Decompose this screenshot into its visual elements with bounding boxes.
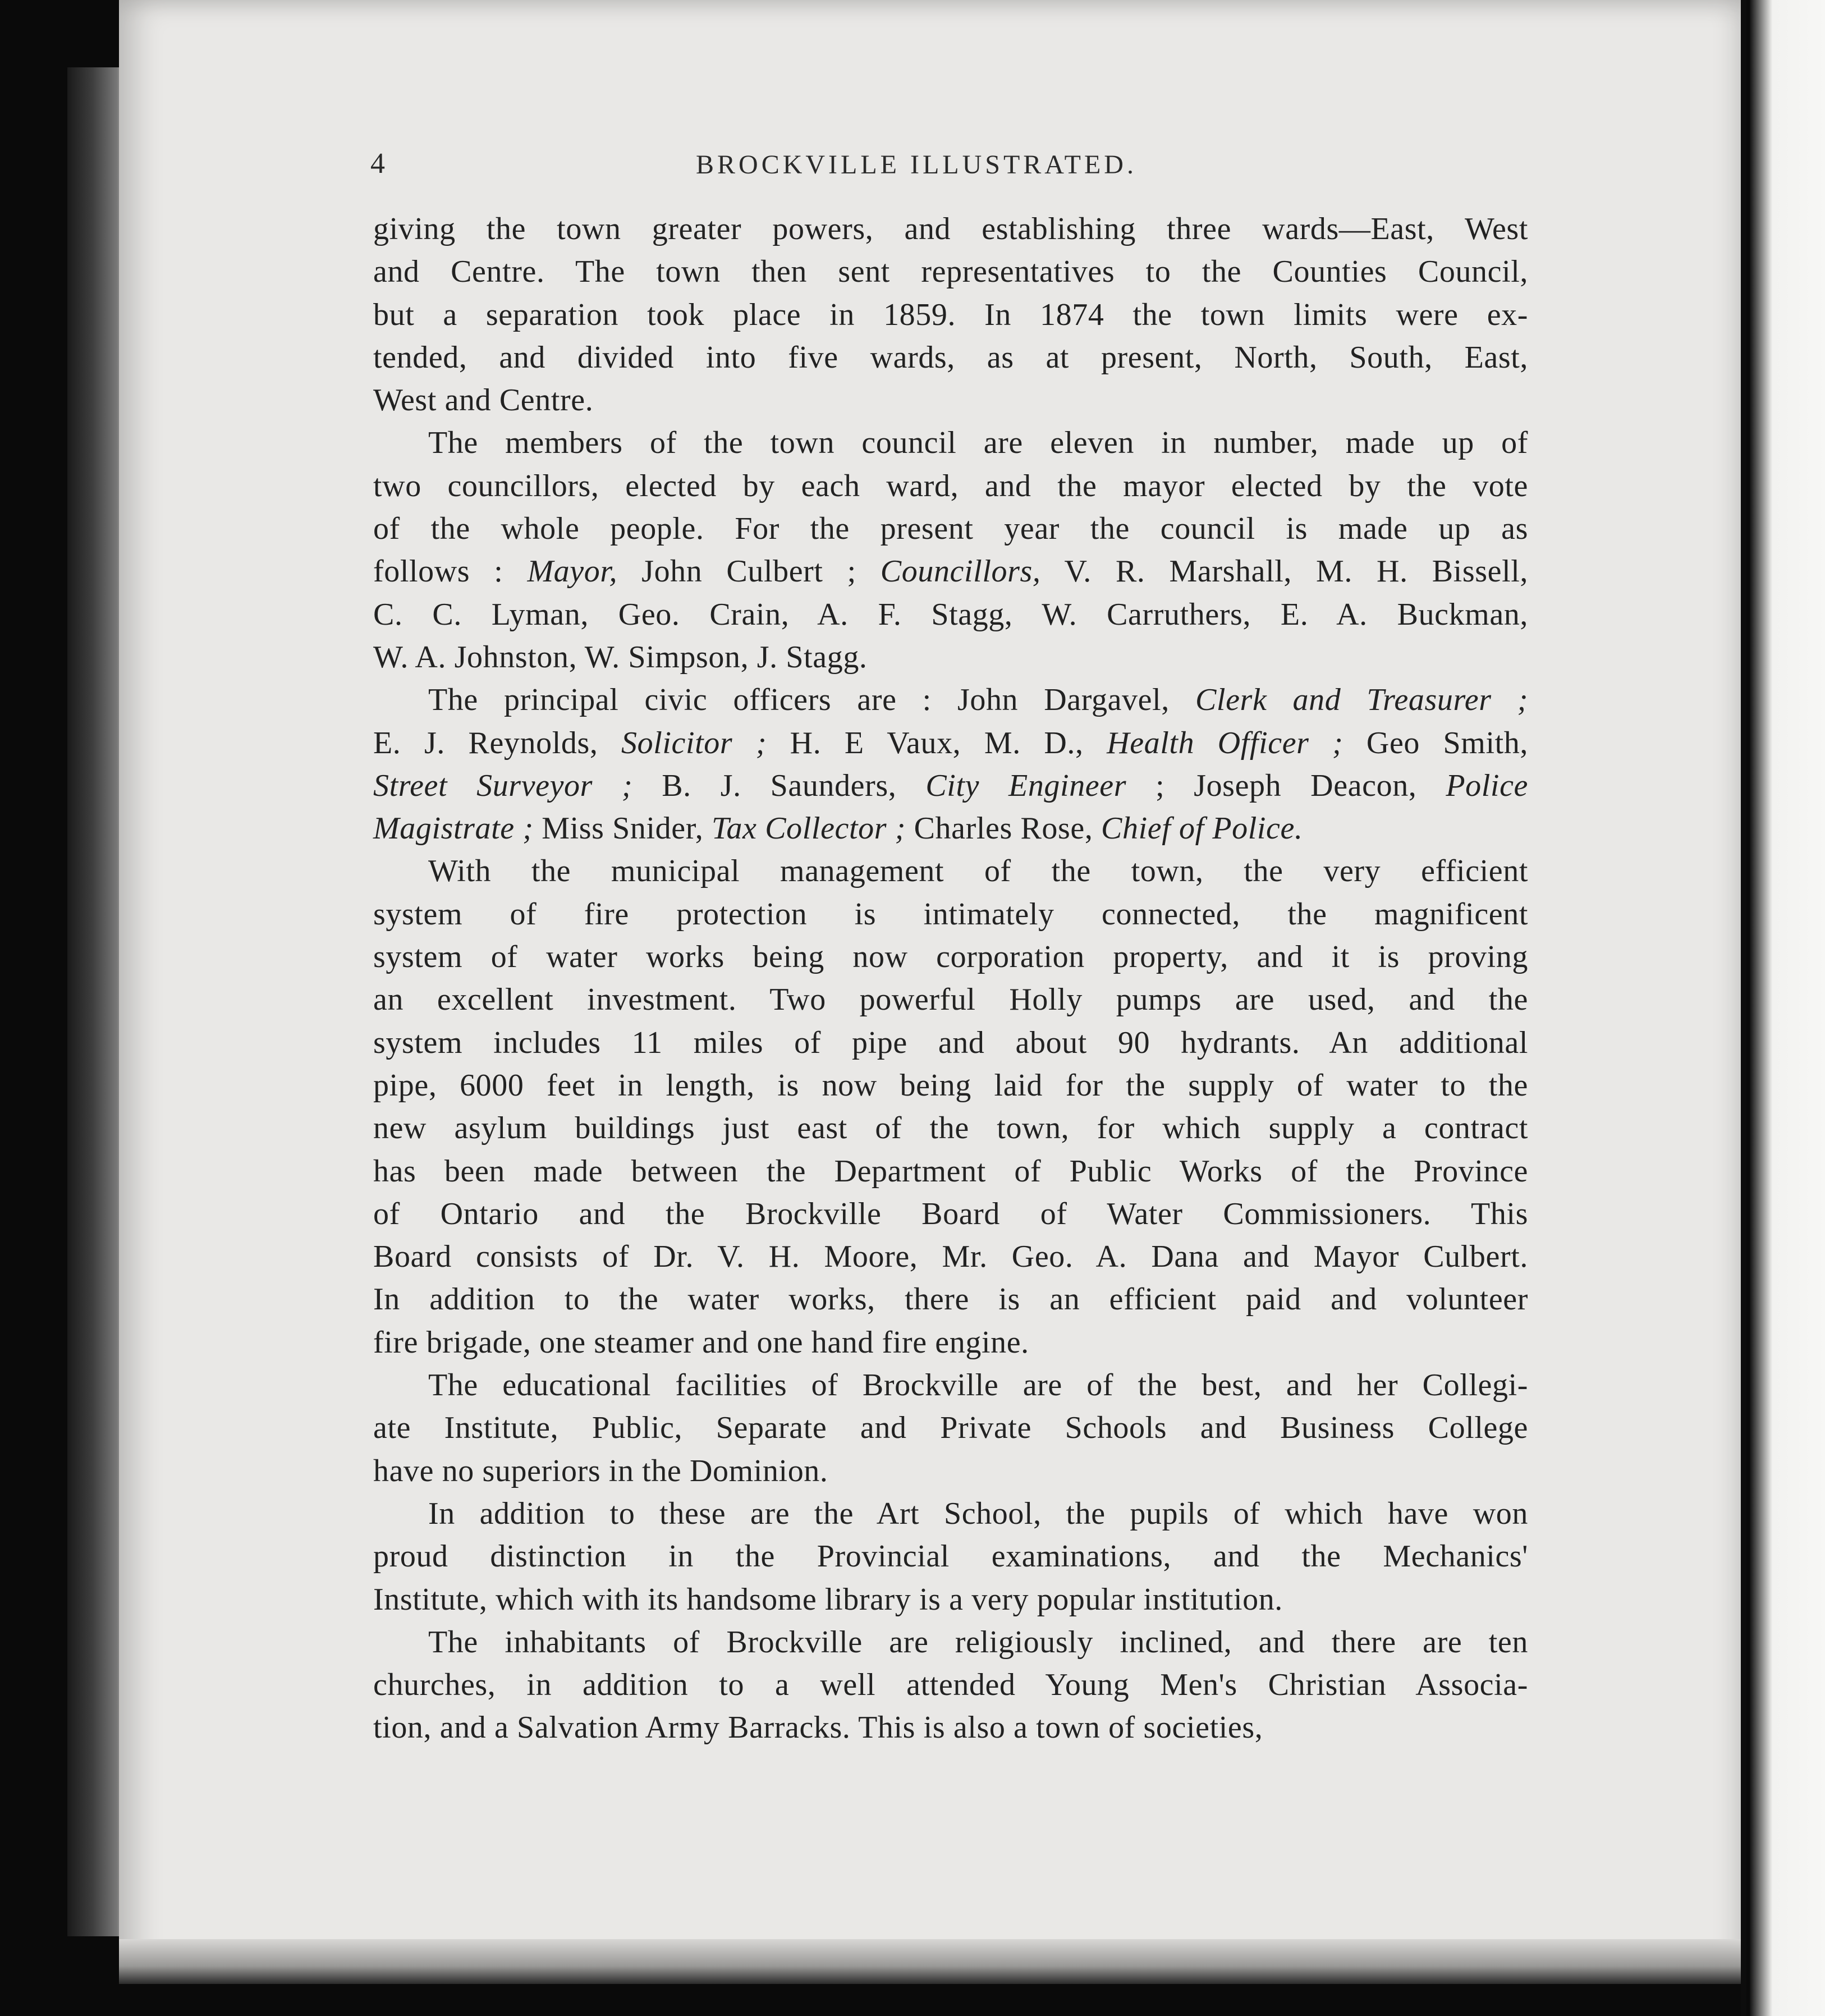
text-run: Institute, which with its handsome library is a very popular institution. bbox=[373, 1582, 1283, 1617]
text-run: With the municipal management of the town, the very efficient bbox=[428, 854, 1528, 889]
text-run: proud distinction in the Provincial examinations, and the Mechanics' bbox=[373, 1539, 1528, 1574]
text-line bbox=[373, 208, 1528, 250]
text-line bbox=[373, 1321, 1528, 1364]
text-line bbox=[373, 1235, 1528, 1278]
italic-run: Clerk and Treasurer ; bbox=[1195, 682, 1528, 718]
text-line bbox=[373, 764, 1528, 807]
text-line bbox=[373, 1150, 1528, 1193]
text-line bbox=[373, 379, 1528, 421]
text-run: H. E Vaux, M. D., bbox=[767, 725, 1107, 760]
text-run: tion, and a Salvation Army Barracks. This is also a town of societies, bbox=[373, 1710, 1263, 1745]
italic-run: Councillors, bbox=[880, 554, 1041, 589]
text-run: John Culbert ; bbox=[617, 554, 881, 589]
text-run: ; Joseph Deacon, bbox=[1126, 768, 1446, 803]
page-bottom-edge bbox=[119, 1939, 1744, 1984]
text-line bbox=[373, 1664, 1528, 1706]
text-run: of Ontario and the Brockville Board of Water Commissioners. This bbox=[373, 1196, 1528, 1231]
italic-run: Street Surveyor ; bbox=[373, 768, 633, 803]
text-run: Board consists of Dr. V. H. Moore, Mr. Geo. A. Dana and Mayor Culbert. bbox=[373, 1239, 1528, 1275]
text-run: Miss Snider, bbox=[533, 811, 712, 846]
text-run: system of fire protection is intimately connected, the magnificent bbox=[373, 896, 1528, 932]
text-run: C. C. Lyman, Geo. Crain, A. F. Stagg, W. Carruthers, E. A. Buckman, bbox=[373, 597, 1528, 632]
text-line bbox=[373, 336, 1528, 379]
text-line bbox=[373, 807, 1528, 850]
text-run: fire brigade, one steamer and one hand fire engine. bbox=[373, 1325, 1029, 1360]
text-line bbox=[373, 1450, 1528, 1492]
text-line bbox=[373, 1364, 1528, 1406]
text-line bbox=[373, 1706, 1528, 1749]
text-line bbox=[373, 893, 1528, 936]
italic-run: Solicitor ; bbox=[621, 725, 767, 760]
text-line bbox=[373, 1492, 1528, 1535]
text-line bbox=[373, 421, 1528, 464]
text-run: and Centre. The town then sent representatives to the Counties Council, bbox=[373, 254, 1528, 290]
text-line bbox=[373, 507, 1528, 550]
italic-run: Police bbox=[1446, 768, 1528, 803]
text-line bbox=[373, 1064, 1528, 1107]
text-run: West and Centre. bbox=[373, 383, 594, 418]
text-line bbox=[373, 593, 1528, 636]
text-run: In addition to these are the Art School, the pupils of which have won bbox=[428, 1496, 1528, 1531]
text-line bbox=[373, 722, 1528, 764]
page-number: 4 bbox=[370, 148, 386, 180]
italic-run: Health Officer ; bbox=[1107, 725, 1343, 760]
text-line bbox=[373, 936, 1528, 978]
text-run: two councillors, elected by each ward, and the mayor elected by the vote bbox=[373, 468, 1528, 503]
text-line bbox=[373, 1578, 1528, 1621]
text-line bbox=[373, 294, 1528, 336]
text-run: Charles Rose, bbox=[905, 811, 1102, 846]
text-run: pipe, 6000 feet in length, is now being laid for the supply of water to the bbox=[373, 1067, 1528, 1103]
running-title: BROCKVILLE ILLUSTRATED. bbox=[696, 150, 1137, 180]
italic-run: City Engineer bbox=[925, 768, 1127, 803]
text-line bbox=[373, 636, 1528, 679]
text-line bbox=[373, 1535, 1528, 1578]
text-line bbox=[373, 679, 1528, 721]
text-line bbox=[373, 1107, 1528, 1149]
text-run: E. J. Reynolds, bbox=[373, 725, 622, 760]
body-text bbox=[373, 208, 1528, 1749]
text-run: an excellent investment. Two powerful Holly pumps are used, and the bbox=[373, 982, 1528, 1018]
text-run: system of water works being now corporation property, and it is proving bbox=[373, 940, 1528, 975]
text-line bbox=[373, 1193, 1528, 1235]
text-run: has been made between the Department of Public Works of the Province bbox=[373, 1153, 1528, 1189]
text-run: tended, and divided into five wards, as at present, North, South, East, bbox=[373, 340, 1528, 375]
text-run: have no superiors in the Dominion. bbox=[373, 1453, 828, 1488]
text-run: churches, in addition to a well attended Young Men's Christian Associa- bbox=[373, 1667, 1528, 1703]
text-run: Geo Smith, bbox=[1343, 725, 1528, 760]
text-line bbox=[373, 1621, 1528, 1664]
text-run: of the whole people. For the present year the council is made up as bbox=[373, 511, 1528, 547]
text-line bbox=[373, 1406, 1528, 1449]
italic-run: Magistrate ; bbox=[373, 811, 534, 846]
text-line bbox=[373, 1278, 1528, 1321]
text-run: new asylum buildings just east of the town, for which supply a contract bbox=[373, 1111, 1528, 1146]
text-run: system includes 11 miles of pipe and about 90 hydrants. An additional bbox=[373, 1025, 1528, 1060]
facing-page-edge bbox=[1750, 0, 1825, 2016]
text-run: ate Institute, Public, Separate and Private Schools and Business College bbox=[373, 1410, 1528, 1446]
text-run: but a separation took place in 1859. In 1874 the town limits were ex- bbox=[373, 297, 1528, 332]
text-line bbox=[373, 465, 1528, 507]
text-run: The members of the town council are eleven in number, made up of bbox=[428, 425, 1528, 461]
text-line bbox=[373, 1021, 1528, 1064]
text-run: W. A. Johnston, W. Simpson, J. Stagg. bbox=[373, 639, 868, 675]
text-line bbox=[373, 978, 1528, 1021]
gutter-line bbox=[1741, 0, 1746, 2016]
italic-run: Mayor, bbox=[527, 554, 618, 589]
text-run: The inhabitants of Brockville are religiously inclined, and there are ten bbox=[428, 1624, 1528, 1660]
text-run: The principal civic officers are : John Dargavel, bbox=[428, 682, 1195, 718]
text-line bbox=[373, 550, 1528, 593]
text-line bbox=[373, 850, 1528, 892]
text-run: giving the town greater powers, and establishing three wards—East, West bbox=[373, 212, 1528, 246]
text-run: In addition to the water works, there is an efficient paid and volunteer bbox=[373, 1282, 1528, 1317]
italic-run: Chief of Police. bbox=[1101, 811, 1303, 846]
text-line bbox=[373, 250, 1528, 293]
text-run: The educational facilities of Brockville are of the best, and her Collegi- bbox=[428, 1368, 1528, 1403]
text-run: V. R. Marshall, M. H. Bissell, bbox=[1040, 554, 1528, 589]
running-head bbox=[370, 147, 1639, 181]
text-run: follows : bbox=[373, 554, 528, 589]
text-run: B. J. Saunders, bbox=[632, 768, 926, 803]
italic-run: Tax Collector ; bbox=[711, 811, 906, 846]
